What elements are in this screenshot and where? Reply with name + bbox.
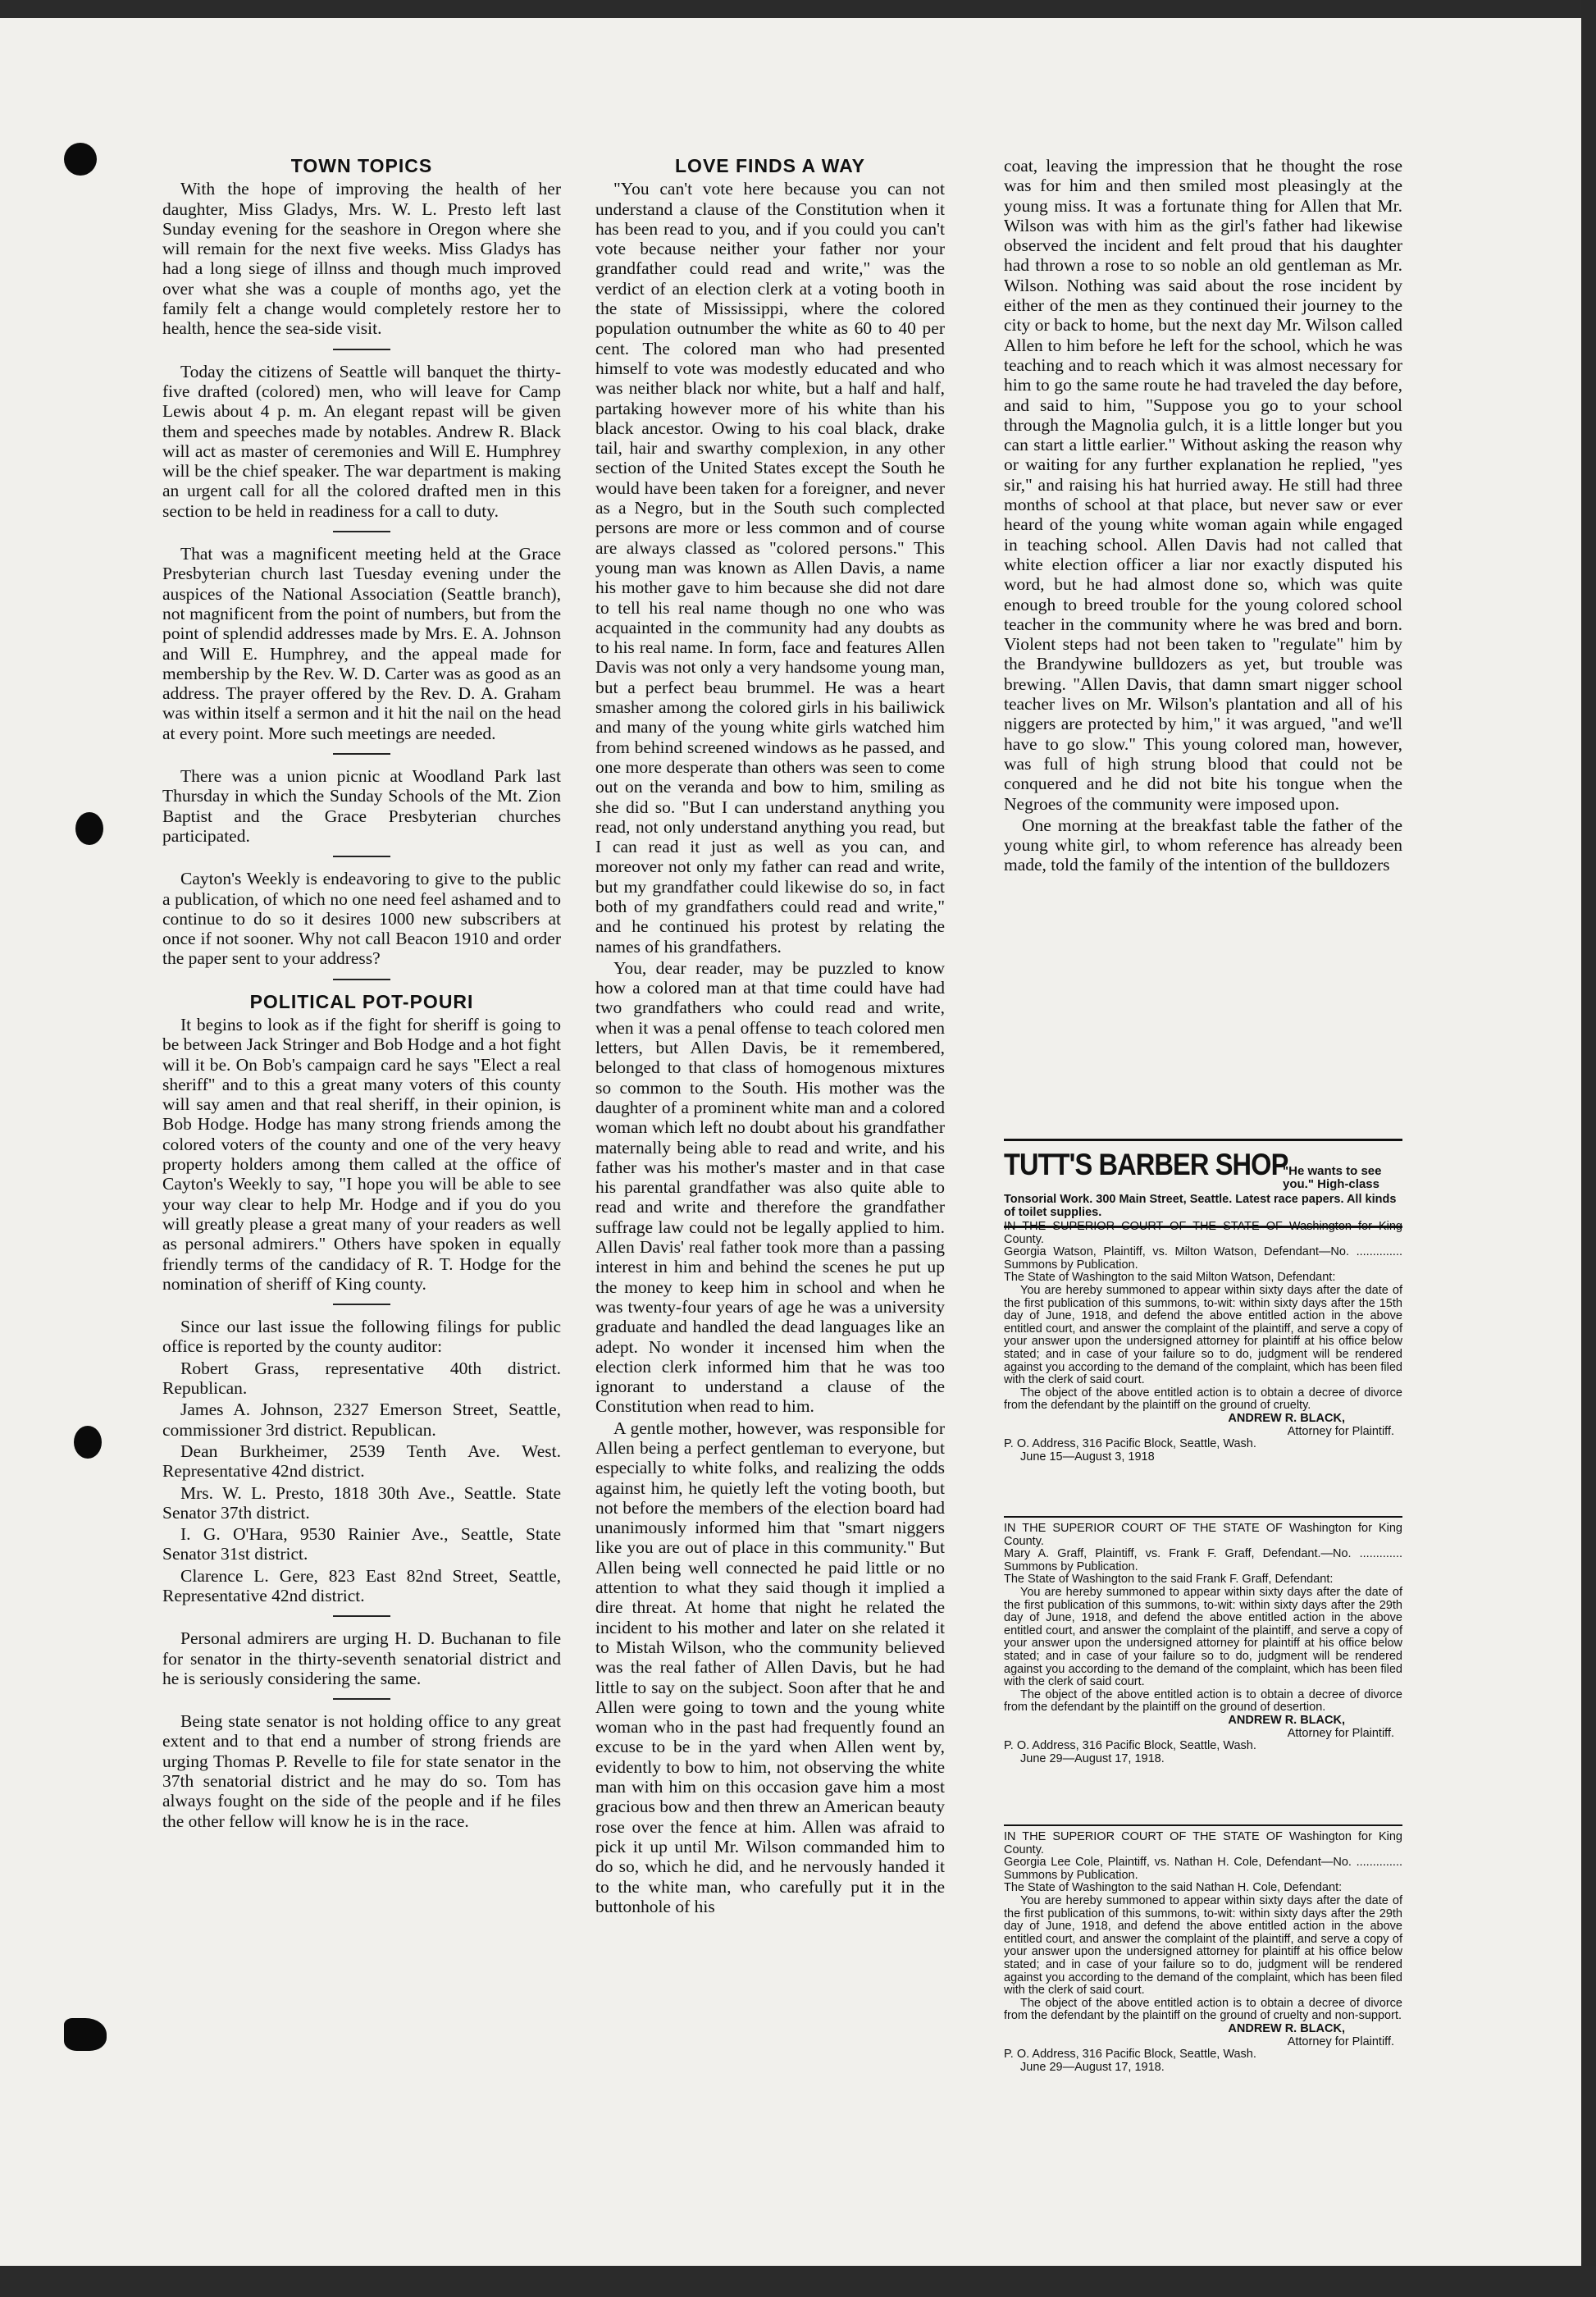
column-right-story bbox=[1004, 156, 1402, 1132]
notice-court: IN THE SUPERIOR COURT OF THE STATE OF Washington for King County. bbox=[1004, 1220, 1402, 1246]
notice-object: The object of the above entitled action is to obtain a decree of divorce from the defendant by the plaintiff on the ground of cruelty. bbox=[1004, 1386, 1402, 1413]
column-left bbox=[162, 156, 561, 2158]
punch-hole bbox=[74, 1426, 102, 1459]
separator bbox=[333, 349, 390, 350]
love-story-heading: LOVE FINDS A WAY bbox=[675, 156, 865, 176]
notice-object: The object of the above entitled action is to obtain a decree of divorce from the defendant by the plaintiff on the ground of desertion. bbox=[1004, 1687, 1402, 1715]
scan-top-border bbox=[0, 0, 1596, 18]
filing-item: James A. Johnson, 2327 Emerson Street, Seattle, commissioner 3rd district. Republican. bbox=[162, 1400, 561, 1440]
filing-item: Robert Grass, representative 40th district. Republican. bbox=[162, 1358, 561, 1399]
column-middle bbox=[595, 156, 945, 2158]
notice-attorney-role: Attorney for Plaintiff. bbox=[1287, 1726, 1394, 1740]
separator bbox=[333, 1615, 390, 1617]
separator bbox=[333, 753, 390, 755]
separator bbox=[333, 856, 390, 857]
town-topics-item: Today the citizens of Seattle will banquet the thirty-five drafted (colored) men, who will leave for Camp Lewis about 4 p. m. An elegant repast will be given them and speeches made by notables. Andrew R. Black will act as master of ceremonies and Will E. Humphrey will be the chief speaker. The war department is making an urgent call for all the colored drafted men in this section to be held in readiness for a call to duty. bbox=[162, 361, 561, 521]
filing-item: Dean Burkheimer, 2539 Tenth Ave. West. Representative 42nd district. bbox=[162, 1441, 561, 1482]
political-intro: It begins to look as if the fight for sheriff is going to be between Jack Stringer and Bob Hodge and a hot fight will it be. On Bob's campaign card he says "Elect a real sheriff" and to this a great many voters of this county will say amen and that real sheriff, in their opinion, is Bob Hodge. Hodge has many strong friends among the colored voters of the county and one of the very heavy property holders among them called at the office of Cayton's Weekly to say, "I hope you will be able to see your way clear to help Mr. Hodge and if you do you will greatly please a great many of your readers as well as personal admirers." Others have spoken in equally friendly terms of the candidacy of R. T. Hodge for the nomination of sheriff of King county. bbox=[162, 1014, 561, 1294]
revelle-item: Being state senator is not holding office to any great extent and to that end a number of strong friends are urging Thomas P. Revelle to file for state senator in the 37th senatorial district and he may do so. Tom has always fought on the side of the people and if he files the other fellow will know he is in the race. bbox=[162, 1711, 561, 1831]
notice-court: IN THE SUPERIOR COURT OF THE STATE OF Washington for King County. bbox=[1004, 1830, 1402, 1856]
notice-court: IN THE SUPERIOR COURT OF THE STATE OF Washington for King County. bbox=[1004, 1522, 1402, 1548]
barber-slogan: "He wants to see you." High-class bbox=[1283, 1164, 1382, 1191]
filing-item: Clarence L. Gere, 823 East 82nd Street, Seattle, Representative 42nd district. bbox=[162, 1565, 561, 1605]
political-heading: POLITICAL POT-POURI bbox=[249, 990, 474, 1012]
town-topics-item: Cayton's Weekly is endeavoring to give to the public a publication, of which no one need feel ashamed and to continue to do so it desires 1000 new subscribers at once if not sooner. Why not call Beacon 1910 and order the paper sent to your address? bbox=[162, 869, 561, 969]
legal-notice bbox=[1004, 1516, 1402, 1765]
separator bbox=[333, 531, 390, 532]
town-topics-item: That was a magnificent meeting held at the Grace Presbyterian church last Tuesday evening under the auspices of the National Association (Seattle branch), not magnificent from the point of numbers, but from the point of splendid addresses made by Mrs. E. A. Johnson and Will E. Humphrey, and the appeal made for membership by the Rev. W. D. Carter was as good as an address. The prayer offered by the Rev. D. A. Graham was within itself a sermon and it hit the nail on the head at every point. More such meetings are needed. bbox=[162, 544, 561, 743]
legal-notice bbox=[1004, 1824, 1402, 2074]
notice-attorney: ANDREW R. BLACK, bbox=[1228, 2021, 1345, 2035]
notice-parties: Georgia Watson, Plaintiff, vs. Milton Watson, Defendant—No. .............. Summons by Publication. bbox=[1004, 1245, 1402, 1272]
barber-shop-name: TUTT'S BARBER SHOP bbox=[1004, 1148, 1288, 1181]
buchanan-item: Personal admirers are urging H. D. Buchanan to file for senator in the thirty-seventh senatorial district and he is seriously considering the same. bbox=[162, 1628, 561, 1688]
notice-address: P. O. Address, 316 Pacific Block, Seattle, Wash. bbox=[1004, 2048, 1256, 2062]
story-paragraph: One morning at the breakfast table the father of the young white girl, to whom reference has already been made, told the family of the intention of the bulldozers bbox=[1004, 815, 1402, 875]
town-topics-heading: TOWN TOPICS bbox=[290, 156, 433, 176]
notice-body: You are hereby summoned to appear within sixty days after the date of the first publication of this summons, to-wit: within sixty days after the 29th day of June, 1918, and defend the above entitled action in the above entitled court, and answer the complaint of the plaintiff, and serve a copy of your answer upon the undersigned attorney for plaintiff at his office below stated; and in case of your failure so to do, judgment will be rendered against you according to the demand of the complaint, which has been filed with the clerk of said court. bbox=[1004, 1585, 1402, 1689]
notice-to: The State of Washington to the said Milton Watson, Defendant: bbox=[1004, 1271, 1336, 1285]
notice-rule bbox=[1004, 1824, 1402, 1826]
scan-bottom-edge bbox=[0, 2266, 1596, 2297]
notice-attorney-role: Attorney for Plaintiff. bbox=[1287, 1424, 1394, 1438]
notice-address: P. O. Address, 316 Pacific Block, Seattle, Wash. bbox=[1004, 1739, 1256, 1753]
notice-attorney-role: Attorney for Plaintiff. bbox=[1287, 2034, 1394, 2048]
barber-description: Tonsorial Work. 300 Main Street, Seattle. Latest race papers. All kinds of toilet supplies. bbox=[1004, 1193, 1397, 1219]
separator bbox=[333, 1304, 390, 1305]
legal-notice bbox=[1004, 1221, 1402, 1464]
story-paragraph: "You can't vote here because you can not understand a clause of the Constitution when it has been read to you, and if you could you can't vote because neither your father nor your grandfather could read and write," was the verdict of an election clerk at a voting booth in the state of Mississippi, where the colored population outnumber the white as 60 to 40 per cent. The colored man who had presented himself to vote was modestly educated and who was neither black nor white, but a half and half, partaking however more of his white than his black ancestor. Owing to his coal black, drake tail, hair and swarthy complexion, in any other section of the United States except the South he would have been taken for a foreigner, and never as a Negro, but in the South such complected persons are more or less common and of course are always classed as "colored persons." This young man was known as Allen Davis, a name his mother gave to him because she did not dare to tell his real name though no one who was acquainted in the community had any doubts as to his real name. In form, face and features Allen Davis was not only a very handsome young man, but a perfect beau brummel. He was a heart smasher among the colored girls in his bailiwick and many of the young white girls watched him from behind screened windows as he passed, and one more desperate than others was seen to come out on the veranda and bow to him, smiling as she did so. "But I can understand anything you read, not only understand anything you read, but I can read it just as well as you can, and moreover not only my father can read and write, but my grandfather could likewise do so, in fact both of my grandfathers could read and write," and he continued his protest by relating the names of his grandfathers. bbox=[595, 179, 945, 957]
filing-item: Mrs. W. L. Presto, 1818 30th Ave., Seattle. State Senator 37th district. bbox=[162, 1482, 561, 1523]
notice-object: The object of the above entitled action is to obtain a decree of divorce from the defendant by the plaintiff on the ground of cruelty and non-support. bbox=[1004, 1996, 1402, 2023]
story-paragraph: You, dear reader, may be puzzled to know how a colored man at that time could have had two grandfathers who could read and write, when it was a penal offense to teach colored men letters, but Allen Davis, be it remembered, belonged to that class of homogenous mixtures so common to the South. His mother was the daughter of a prominent white man and a colored woman which left no doubt about his grandfather maternally being able to read and write, and his father was his mother's master and in that case his parental grandfather was also quite able to read and write and therefore the grandfather suffrage law could not be legally applied to him. Allen Davis' real father took more than a passing interest in him and behind the scenes he put up the money to keep him in school and when he was twenty-four years of age he was a university graduate and handled the dead languages like an adept. No wonder it incensed him when the election clerk informed him that he was too ignorant to understand a clause of the Constitution when read to him. bbox=[595, 957, 945, 1417]
filings-intro: Since our last issue the following filings for public office is reported by the county auditor: bbox=[162, 1317, 561, 1357]
notice-to: The State of Washington to the said Nathan H. Cole, Defendant: bbox=[1004, 1881, 1343, 1895]
notice-dates: June 29—August 17, 1918. bbox=[1020, 1751, 1165, 1765]
notice-body: You are hereby summoned to appear within sixty days after the date of the first publication of this summons, to-wit: within sixty days after the 29th day of June, 1918, and defend the above entitled action in the above entitled court, and answer the complaint of the plaintiff, and serve a copy of your answer upon the undersigned attorney for plaintiff at his office below stated; and in case of your failure so to do, judgment will be rendered against you according to the demand of the complaint, which has been filed with the clerk of said court. bbox=[1004, 1893, 1402, 1998]
notice-attorney: ANDREW R. BLACK, bbox=[1228, 1713, 1345, 1727]
ad-rule bbox=[1004, 1139, 1402, 1141]
separator bbox=[333, 1698, 390, 1700]
notice-body: You are hereby summoned to appear within sixty days after the date of the first publication of this summons, to-wit: within sixty days after the 15th day of June, 1918, and defend the above entitled action in the above entitled court, and answer the complaint of the plaintiff, and serve a copy of your answer upon the undersigned attorney for plaintiff at his office below stated; and in case of your failure so to do, judgment will be rendered against you according to the demand of the complaint, which has been filed with the clerk of said court. bbox=[1004, 1283, 1402, 1387]
notice-dates: June 15—August 3, 1918 bbox=[1020, 1450, 1155, 1464]
punch-hole bbox=[64, 2018, 107, 2051]
story-paragraph: A gentle mother, however, was responsible for Allen being a perfect gentleman to everyone, but especially to white folks, and realizing the odds against him, he quietly left the voting booth, but not before the members of the election board had unanimously informed him that "smart niggers like you are out of place in this community." But Allen being well connected he paid little or no attention to what they said though it implied a dire threat. At home that night he related the incident to his mother and later on she related it to Mistah Wilson, who the community believed was the real father of Allen Davis, but he had little to say on the subject. Soon after that he and Allen were going to town and the young white woman who in the past had frequently found an excuse to be in the yard when Allen went by, evidently to bow to him, not observing the white man with him on this occasion gave him a most gracious bow and then threw an American beauty rose over the fence at him. Allen was afraid to pick it up until Mr. Wilson commanded him to do so, which he did, and he nervously handed it to the white man, who carefully put it in the buttonhole of his bbox=[595, 1418, 945, 1916]
notice-parties: Mary A. Graff, Plaintiff, vs. Frank F. Graff, Defendant.—No. ............. Summons by Publication. bbox=[1004, 1547, 1402, 1573]
notice-parties: Georgia Lee Cole, Plaintiff, vs. Nathan H. Cole, Defendant—No. .............. Summons by Publication. bbox=[1004, 1856, 1402, 1882]
punch-hole bbox=[64, 143, 97, 176]
scan-right-edge bbox=[1581, 0, 1596, 2297]
notice-rule bbox=[1004, 1516, 1402, 1518]
notice-address: P. O. Address, 316 Pacific Block, Seattle, Wash. bbox=[1004, 1437, 1256, 1451]
town-topics-item: With the hope of improving the health of her daughter, Miss Gladys, Mrs. W. L. Presto left last Sunday evening for the seashore in Oregon where she will remain for the next five weeks. Miss Gladys has had a long siege of illnss and though much improved over what she was a couple of months ago, yet the family felt a change would completely restore her to health, hence the sea-side visit. bbox=[162, 179, 561, 339]
notice-to: The State of Washington to the said Frank F. Graff, Defendant: bbox=[1004, 1573, 1334, 1587]
filing-item: I. G. O'Hara, 9530 Rainier Ave., Seattle, State Senator 31st district. bbox=[162, 1524, 561, 1564]
newspaper-page bbox=[0, 18, 1581, 2266]
story-paragraph: coat, leaving the impression that he thought the rose was for him and then smiled most pleasingly at the young miss. It was a fortunate thing for Allen that Mr. Wilson was with him as the girl's father had likewise observed the incident and felt proud that his daughter had thrown a rose to so noble an old gentleman as Mr. Wilson. Nothing was said about the rose incident by either of the men as they continued their journey to the city or back to home, but the next day Mr. Wilson called Allen to him before he left for the school, which he was teaching and to reach which it was almost necessary for him to go the same route he had traveled the day before, and said to him, "Suppose you go to your school through the Magnolia gulch, it is a little longer but you can start a little earlier." Without asking the reason why or waiting for any further explanation he replied, "yes sir," and raising his hat hurried away. He still had three months of school at that place, but never saw or ever heard of the young white woman again while engaged in teaching school. Allen Davis had not called that white election officer a liar nor exactly disputed his word, but he had almost done so, which was quite enough to breed trouble for the young colored school teacher in the community where he was bred and born. Violent steps had not been taken to "regulate" him by the Brandywine bulldozers as yet, but trouble was brewing. "Allen Davis, that damn smart nigger school teacher lives on Mr. Wilson's plantation and all of his niggers are protected by him," it was argued, "and we'll have to go slow." This young colored man, however, was full of high strung blood that could not be conquered and he did not bite his tongue when the Negroes of the community were imposed upon. bbox=[1004, 156, 1402, 814]
separator bbox=[333, 979, 390, 980]
town-topics-item: There was a union picnic at Woodland Park last Thursday in which the Sunday Schools of the Mt. Zion Baptist and the Grace Presbyterian churches participated. bbox=[162, 766, 561, 846]
notice-attorney: ANDREW R. BLACK, bbox=[1228, 1411, 1345, 1425]
notice-dates: June 29—August 17, 1918. bbox=[1020, 2060, 1165, 2074]
punch-hole bbox=[75, 812, 103, 845]
